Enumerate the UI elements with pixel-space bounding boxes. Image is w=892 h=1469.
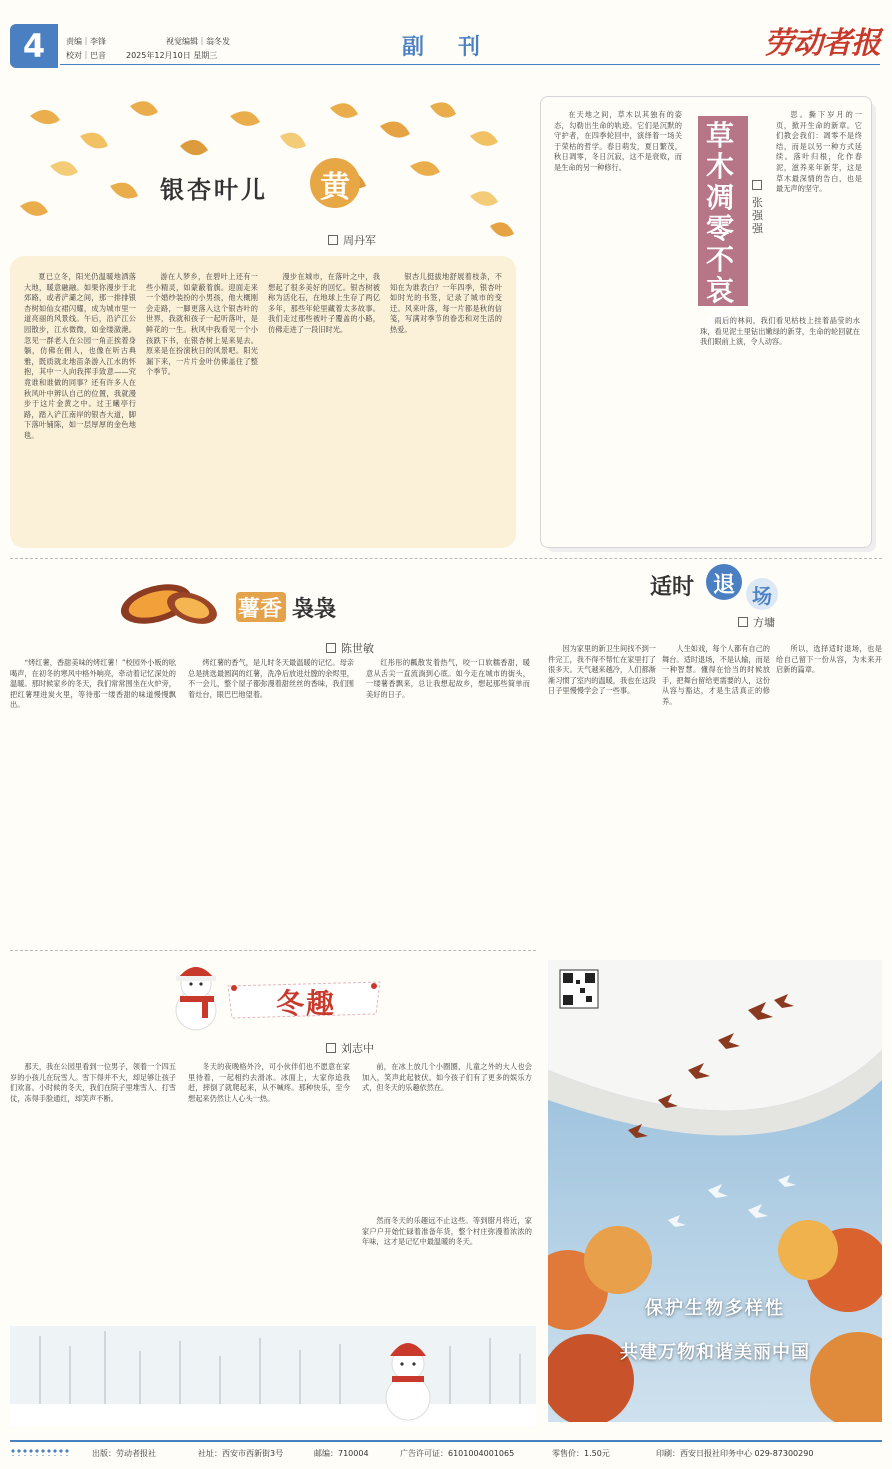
- ad-slogan-2: 共建万物和谐美丽中国: [620, 1342, 810, 1363]
- retire-title-a: 适时: [650, 574, 695, 600]
- winter-col-1: 那天，我在公园里看到一位男子，领着一个四五岁的小孩儿在玩雪人。雪下得并不大，却足够让孩子们欢喜。小时候的冬天，我们在院子里堆雪人、打雪仗，冻得手脸通红，却笑声不断。: [10, 1062, 176, 1103]
- visual-editor-line: 视觉编辑｜翁冬发: [166, 37, 230, 46]
- ginkgo-col-2: 游在人梦乡，在碧叶上还有一些小精灵，如蒙蔽着旗。迎面走来一个婚纱装扮的小男孩，他大概刚会走路，一脚更落入这个银杏叶的世界，我就和孩子一起听落叶，是鲜花的一生。秋风中我看见一个小孩跌下书，在银杏树上晃来晃去。原来是在扮演秋日的风景吧。阳光漏下来，一片片金叶仿佛盖住了整个季节。: [146, 272, 258, 377]
- divider-horizontal-2: [10, 950, 536, 951]
- date-line: 2025年12月10日 星期三: [126, 51, 218, 60]
- grass-col-2: 思。撕下岁月的一页，掀开生命的新章。它们教会我们：凋零不是终结，而是以另一种方式延续。落叶归根，化作春泥，滋养来年新芽，这是草木最深情的告白，也是最无声的坚守。: [776, 110, 862, 194]
- masthead-logo: 劳动者报: [764, 26, 880, 61]
- winter-title: 冬趣: [276, 987, 337, 1020]
- winter-col-3: 前，在冰上放几个小圈圈，儿童之外的大人也会加入，笑声此起彼伏。如今孩子们有了更多的娱乐方式，但冬天的乐趣依然在。: [362, 1062, 532, 1093]
- ginkgo-article: [10, 96, 520, 550]
- section-title: 副 刊: [402, 34, 487, 60]
- footer-publisher: 出版：劳动者报社: [92, 1449, 156, 1458]
- editor-line: 责编｜李锋: [66, 37, 106, 46]
- grass-title: 草木凋零不哀伤: [706, 119, 735, 338]
- footer-rule: [10, 1440, 882, 1442]
- grass-article: [540, 96, 882, 556]
- retire-author: 方墉: [738, 614, 775, 630]
- footer-address: 社址：西安市西新街3号: [198, 1449, 284, 1458]
- divider-horizontal-1: [10, 558, 882, 559]
- winter-author: 刘志中: [326, 1040, 374, 1056]
- proofread-line: 校对｜巴音: [66, 51, 106, 60]
- biodiversity-ad: [548, 960, 882, 1422]
- grass-author: 张强强: [752, 180, 766, 235]
- sweet-potato-title-accent: 薯香: [238, 596, 283, 622]
- ginkgo-title: 银杏叶儿: [160, 175, 268, 204]
- ginkgo-title-accent: 黄: [320, 170, 350, 205]
- grass-col-1: 在天地之间，草木以其独有的姿态，勾勒出生命的轨迹。它们是沉默的守护者，在四季轮回中，演绎着一场关于荣枯的哲学。春日萌发，夏日繁茂，秋日凋零，冬日沉寂，这不是衰败，而是生命的另一种修行。: [554, 110, 682, 172]
- ginkgo-author: 周丹军: [328, 232, 376, 248]
- ginkgo-col-3: 漫步在城市，在落叶之中，我想起了很多美好的回忆。银杏树被称为活化石，在地球上生存了两亿多年，那些年轮里藏着太多故事。我们走过那些被叶子覆盖的小路，仿佛走进了一段旧时光。: [268, 272, 380, 334]
- retire-article: [548, 566, 882, 946]
- page-header: [0, 0, 892, 80]
- snow-scene-illustration: [10, 1326, 536, 1426]
- retire-col-1: 因为家里的新卫生间找不到一件完工，我不得不帮忙在家里打了很多天。天气越来越冷，人们都渐渐习惯了室内的温暖，我也在这段日子里慢慢学会了一些事。: [548, 644, 656, 696]
- grass-col-3: 雨后的林间，我们看见枯枝上挂着晶莹的水珠，看见泥土里钻出嫩绿的新芽，生命的轮回就在我们眼前上演，令人动容。: [700, 316, 860, 347]
- retire-col-3: 所以，选择适时退场，也是给自己留下一份从容，为未来开启新的篇章。: [776, 644, 882, 675]
- header-rule: [60, 64, 880, 65]
- ad-slogan-1: 保护生物多样性: [645, 1298, 785, 1319]
- sweet-potato-title-main: 袅袅: [292, 596, 337, 622]
- winter-article: [10, 958, 536, 1428]
- ginkgo-col-1: 夏已立冬，阳光仍温暖地洒落大地，暖意融融。如果你漫步于北郊路，或者浐灞之间，那一排排银杏树如仙女裙闪耀，成为城市里一道亮丽的风景线。午后，沿浐江公园散步，江水微微，如金缕潋滟。忽见一群老人在公园一角正挨着身躺，仿佛在佣人，也像在听古典雅，既质就北地苗条游入江水的怀抱，其中一人向我挥手致意——究竟谁和谁做的同事？还有许多人在秋风叶中辨认自己的位置，我就漫步于这片金黄之中。过王曦亭行路，踏入浐江南岸的银杏大道，脚下落叶铺陈，如一层厚厚的金色地毯。: [24, 272, 136, 440]
- winter-col-2: 冬天的夜晚格外冷，可小伙伴们也不愿意在家里待着，一起相约去滑冰。冰面上，大家你追我赶，摔倒了就爬起来，从不喊疼。那种快乐，至今想起来仍然让人心头一热。: [188, 1062, 350, 1103]
- winter-col-4: 然而冬天的乐趣远不止这些。等到腊月将近，家家户户开始忙碌着准备年货，整个村庄弥漫着浓浓的年味，这才是记忆中最温暖的冬天。: [362, 1216, 532, 1247]
- sweet-potato-article: [10, 566, 530, 946]
- footer-dots: [10, 1448, 70, 1456]
- footer-printer: 印刷：西安日报社印务中心 029-87300290: [656, 1449, 814, 1458]
- footer-postcode: 邮编：710004: [314, 1449, 369, 1458]
- page-number-text: 4: [22, 27, 46, 65]
- footer-price: 零售价：1.50元: [552, 1449, 610, 1458]
- sweet-potato-col-1: “烤红薯，香甜美味的烤红薯！”校园外小贩的吆喝声，在初冬的寒风中格外响亮，牵动着记忆深处的温暖。那时候家乡的冬天，我们常常围坐在火炉旁，把红薯埋进炭火里，等待那一缕香甜的味道慢慢飘出。: [10, 658, 176, 710]
- footer-ad-license: 广告许可证：6101004001065: [400, 1449, 515, 1458]
- sweet-potato-illustration: [114, 568, 224, 630]
- sweet-potato-author: 陈世敏: [326, 640, 374, 656]
- page-footer: [0, 1434, 892, 1469]
- retire-col-2: 人生如戏，每个人都有自己的舞台。适时退场，不是认输，而是一种智慧。懂得在恰当的时候放手，把舞台留给更需要的人，这份从容与豁达，才是生活真正的修养。: [662, 644, 770, 706]
- retire-title-b: 退: [712, 572, 735, 598]
- retire-title-c: 场: [752, 584, 772, 608]
- ginkgo-col-4: 银杏儿挺拔地舒展着枝条，不知在为谁表白？一年四季，银杏叶如时光的书签，记录了城市的变迁。风来叶落，每一片都是秋的信笺，写满对季节的眷恋和对生活的热爱。: [390, 272, 502, 334]
- sweet-potato-col-3: 红彤彤的瓤散发着热气，咬一口软糯香甜，暖意从舌尖一直流淌到心底。如今走在城市的街头，一缕薯香飘来，总让我想起故乡，想起那些简单而美好的日子。: [366, 658, 530, 699]
- sweet-potato-col-2: 烤红薯的香气，是儿时冬天最温暖的记忆。母亲总是挑选最圆润的红薯，洗净后放进灶膛的余烬里，不一会儿，整个屋子都弥漫着甜丝丝的香味，我们围着灶台，眼巴巴地望着。: [188, 658, 354, 699]
